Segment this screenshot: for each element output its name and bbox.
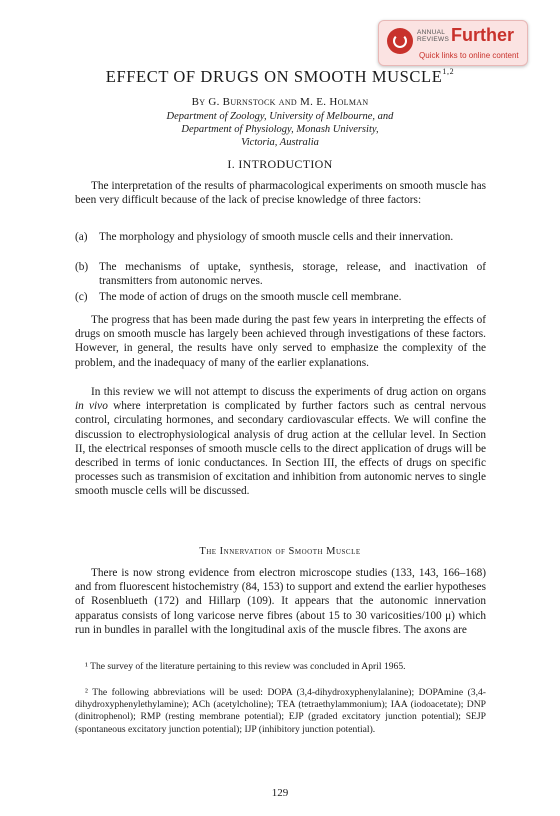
article-title: [0, 67, 560, 87]
page-number: 129: [271, 787, 289, 799]
progress-paragraph: The progress that has been made during the past few years in interpreting the effects of drugs on smooth muscle has largely been achieved through investigations of these factors. However, in general, the results have only served to emphasize the complexity of the problem, and the inadequacy of many of the earlier explanations.: [75, 314, 486, 369]
factor-label: (a): [75, 231, 88, 243]
author-byline: By G. Burnstock and M. E. Holman: [191, 96, 369, 108]
innervation-paragraph: There is now strong evidence from electron microscope studies (133, 143, 166–168) and from fluorescent histochemistry (84, 153) to support and extend the earlier hypotheses of Rosenblueth (172) and Hillarp (109). It appears that the autonomic innervation apparatus consists of long varicose nerve fibres (about 15 to 30 varicosities/100 μ) which run in bundles in parallel with the longitudinal axis of the muscle fibres. The axons are: [75, 567, 486, 636]
affiliation-line: Department of Zoology, University of Melbourne, and: [166, 111, 394, 122]
scope-text-end: where interpretation is complicated by further factors such as central nervous control, circulating hormones, and secondary cardiovascular effects. We will confine the discussion to electrophysiological analysis of drug action at the cellular level. In Section II, the electrical responses of smooth muscle cells to the direct application of drugs will be described in terms of ionic conductances. In Section III, the effects of drugs on specific processes such as transmision of excitation and inhibition from autonomic nerves to single smooth muscle cells will be discussed.: [75, 400, 486, 498]
factor-list-item: [75, 260, 486, 288]
annual-reviews-wordmark: [417, 29, 449, 43]
scope-text-italic: in vivo: [75, 400, 108, 413]
badge-subtitle: Quick links to online content: [419, 51, 519, 60]
factor-list-item: [75, 290, 486, 304]
annual-reviews-logo-icon: [387, 28, 413, 54]
factor-list-item: [75, 230, 486, 244]
factor-text: The mechanisms of uptake, synthesis, storage, release, and inactivation of transmitters from autonomic nerves.: [99, 261, 486, 288]
annual-reviews-further-button[interactable]: [378, 20, 528, 66]
article-title-text: EFFECT OF DRUGS ON SMOOTH MUSCLE: [105, 67, 443, 86]
section-heading-introduction: I. INTRODUCTION: [227, 157, 333, 171]
factor-text: The mode of action of drugs on the smooth muscle cell membrane.: [99, 291, 402, 303]
factor-label: (b): [75, 261, 89, 273]
badge-reviews-text: REVIEWS: [417, 36, 450, 43]
title-footnote-marks: 1,2: [442, 67, 455, 76]
affiliation-line: Victoria, Australia: [241, 137, 319, 148]
affiliation-line: Department of Physiology, Monash University,: [181, 124, 379, 135]
scope-text-start: In this review we will not attempt to discuss the experiments of drug action on organs: [91, 386, 486, 398]
footnote-1: ¹ The survey of the literature pertaining to this review was concluded in April 1965.: [85, 661, 406, 672]
badge-further-text: Further: [451, 25, 514, 45]
footnote-2: ² The following abbreviations will be used: DOPA (3,4-dihydroxyphenylalanine); DOPAmine (3,4-dihydroxyphenylethylamine); ACh (acetylcholine); TEA (tetraethylammonium); IAA (iodoacetate); DNP (dinitrophenol); RMP (resting membrane potential); EJP (graded excitatory junction potential); SEJP (spontaneous excitatory junction potential); IJP (inhibitory junction potential).: [75, 687, 486, 735]
factor-label: (c): [75, 291, 88, 303]
scope-paragraph: [75, 385, 486, 499]
badge-annual-text: ANNUAL: [417, 29, 446, 36]
intro-paragraph: The interpretation of the results of pharmacological experiments on smooth muscle has been very difficult because of the lack of precise knowledge of three factors:: [75, 180, 486, 207]
author-affiliation: [0, 110, 560, 149]
factor-text: The morphology and physiology of smooth muscle cells and their innervation.: [99, 231, 454, 243]
subsection-heading-innervation: The Innervation of Smooth Muscle: [199, 546, 361, 557]
